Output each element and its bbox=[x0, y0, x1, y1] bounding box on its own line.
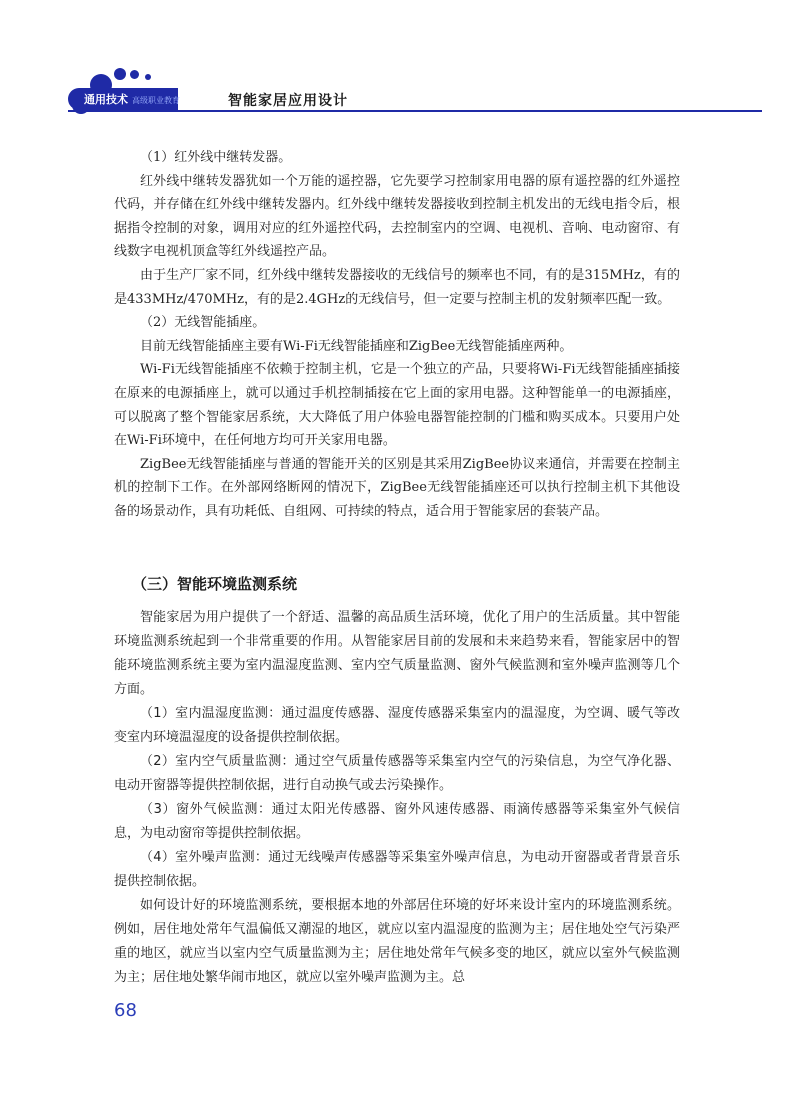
item1-title: （1）红外线中继转发器。 bbox=[140, 150, 292, 165]
book-title: 智能家居应用设计 bbox=[228, 93, 348, 109]
paragraph: （4）室外噪声监测：通过无线噪声传感器等采集室外噪声信息，为电动开窗器或者背景音乐提供控制依据。 bbox=[114, 850, 680, 889]
paragraph: 目前无线智能插座主要有Wi-Fi无线智能插座和ZigBee无线智能插座两种。 bbox=[140, 338, 573, 354]
header-tag-sub: 高级职业教育 bbox=[132, 96, 180, 105]
decor-dot bbox=[114, 68, 126, 80]
paragraph: 智能家居为用户提供了一个舒适、温馨的高品质生活环境，优化了用户的生活质量。其中智能环境监测系统起到一个非常重要的作用。从智能家居目前的发展和未来趋势来看，智能家居中的智能环境监测系统主要为室内温湿度监测、室内空气质量监测、窗外气候监测和室外噪声监测等几个方面。 bbox=[114, 610, 680, 697]
section-heading: （三）智能环境监测系统 bbox=[132, 575, 298, 593]
header-tag-label: 通用技术 bbox=[84, 93, 128, 106]
header-tag bbox=[84, 91, 180, 107]
decor-dot bbox=[145, 74, 151, 80]
paragraph: （2）室内空气质量监测：通过空气质量传感器等采集室内空气的污染信息，为空气净化器、电动开窗器等提供控制依据，进行自动换气或去污染操作。 bbox=[114, 754, 680, 793]
paragraph: （1）室内温湿度监测：通过温度传感器、湿度传感器采集室内的温湿度，为空调、暖气等改变室内环境温湿度的设备提供控制依据。 bbox=[114, 706, 680, 745]
section3-content bbox=[114, 606, 680, 990]
paragraph: 由于生产厂家不同，红外线中继转发器接收的无线信号的频率也不同，有的是315MHz，有的是433MHz/470MHz，有的是2.4GHz的无线信号，但一定要与控制主机的发射频率匹配一致。 bbox=[114, 267, 680, 307]
paragraph: 如何设计好的环境监测系统，要根据本地的外部居住环境的好坏来设计室内的环境监测系统。例如，居住地处常年气温偏低又潮湿的地区，就应以室内温湿度的监测为主；居住地处空气污染严重的地区，就应当以室内空气质量监测为主；居住地处常年气候多变的地区，就应以室外气候监测为主；居住地处繁华闹市地区，就应以室外噪声监测为主。总 bbox=[114, 898, 680, 985]
paragraph: ZigBee无线智能插座与普通的智能开关的区别是其采用ZigBee协议来通信，并需要在控制主机的控制下工作。在外部网络断网的情况下，ZigBee无线智能插座还可以执行控制主机下其他设备的场景动作，具有功耗低、自组网、可持续的特点，适合用于智能家居的套装产品。 bbox=[114, 456, 680, 519]
page-number: 68 bbox=[114, 1000, 137, 1021]
paragraph: 红外线中继转发器犹如一个万能的遥控器，它先要学习控制家用电器的原有遥控器的红外遥控代码，并存储在红外线中继转发器内。红外线中继转发器接收到控制主机发出的无线电指令后，根据指令控制的对象，调用对应的红外遥控代码，去控制室内的空调、电视机、音响、电动窗帘、有线数字电视机顶盒等红外线遥控产品。 bbox=[114, 173, 680, 260]
decor-dot bbox=[130, 70, 139, 79]
paragraph: （3）窗外气候监测：通过太阳光传感器、窗外风速传感器、雨滴传感器等采集室外气候信息，为电动窗帘等提供控制依据。 bbox=[114, 802, 680, 841]
item2-title: （2）无线智能插座。 bbox=[140, 315, 266, 331]
paragraph: Wi-Fi无线智能插座不依赖于控制主机，它是一个独立的产品，只要将Wi-Fi无线智能插座插接在原来的电源插座上，就可以通过手机控制插接在它上面的家用电器。这种智能单一的电源插座，可以脱离了整个智能家居系统，大大降低了用户体验电器智能控制的门槛和购买成本。只要用户处在Wi-Fi环境中，在任何地方均可开关家用电器。 bbox=[114, 362, 680, 449]
header-divider bbox=[68, 110, 762, 112]
part1-content bbox=[114, 146, 680, 524]
